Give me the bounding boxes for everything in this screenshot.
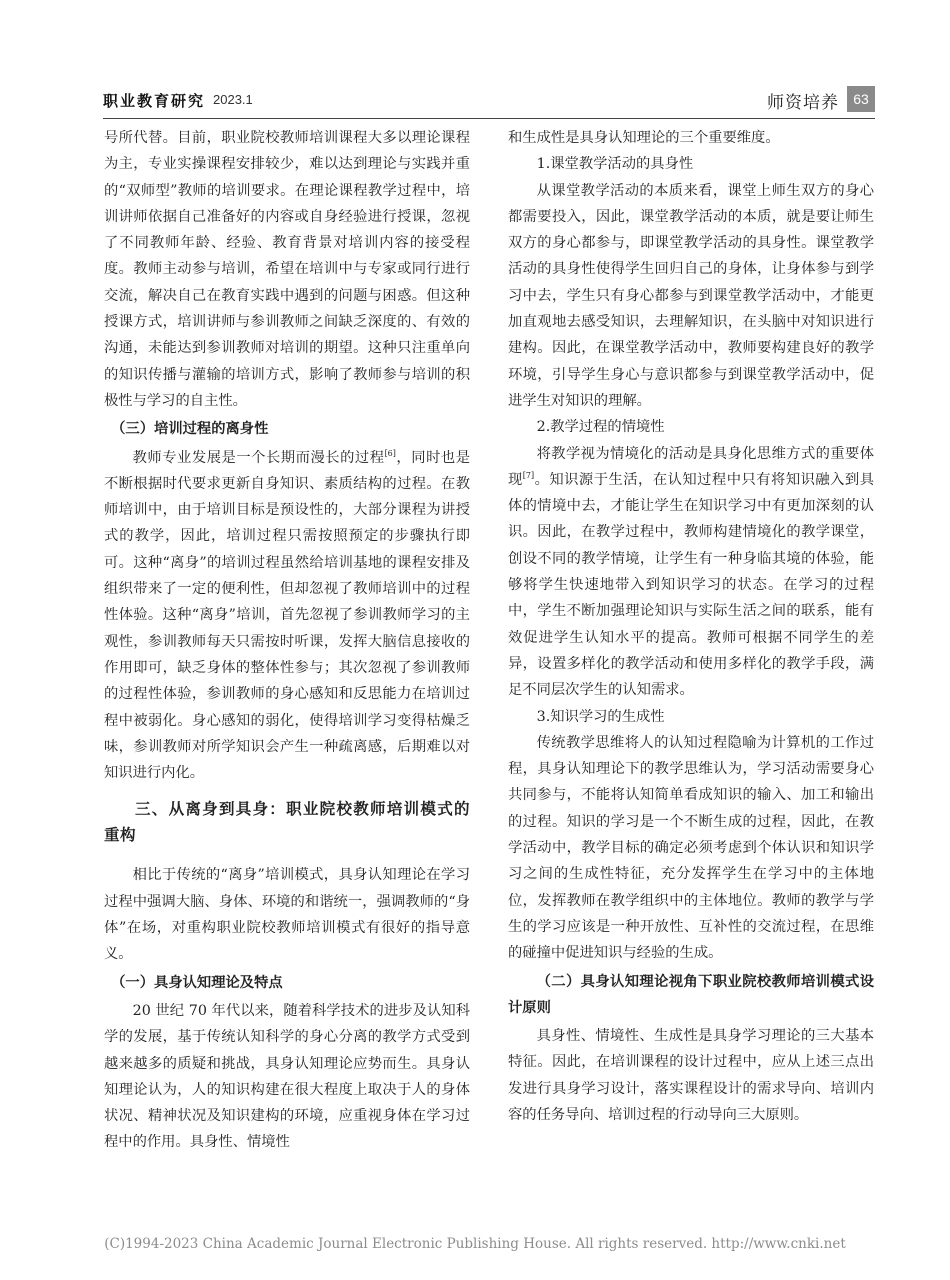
- paragraph: 相比于传统的“离身”培训模式，具身认知理论在学习过程中强调大脑、身体、环境的和谐统一，强调教师的“身体”在场，对重构职业院校教师培训模式有很好的指导意义。: [104, 867, 470, 963]
- journal-name: 职业教育研究: [103, 92, 206, 110]
- numbered-heading: 3.知识学习的生成性: [536, 708, 665, 725]
- paragraph: 具身性、情境性、生成性是具身学习理论的三大基本特征。因此，在培训课程的设计过程中，应从上述三点出发进行具身学习设计，落实课程设计的需求导向、培训内容的任务导向、培训过程的行动导向三大原则。: [508, 1028, 874, 1123]
- paragraph: 和生成性是具身认知理论的三个重要维度。: [508, 130, 780, 146]
- page-number: 63: [847, 86, 875, 112]
- subsection-heading: （一）具身认知理论及特点: [111, 974, 283, 991]
- left-column: [104, 125, 470, 1156]
- section-heading: 三、从离身到具身：职业院校教师培训模式的重构: [104, 799, 470, 845]
- paragraph: 号所代替。目前，职业院校教师培训课程大多以理论课程为主，专业实操课程安排较少，难以达到理论与实践并重的“双师型”教师的培训要求。在理论课程教学过程中，培训讲师依据自己准备好的内容或自身经验进行授课，忽视了不同教师年龄、经验、教育背景对培训内容的接受程度。教师主动参与培训，希望在培训中与专家或同行进行交流，解决自己在教育实践中遇到的问题与困惑。但这种授课方式，培训讲师与参训教师之间缺乏深度的、有效的沟通，未能达到参训教师对培训的期望。这种只注重单向的知识传播与灌输的培训方式，影响了教师参与培训的积极性与学习的自主性。: [104, 130, 470, 409]
- right-column: [508, 125, 874, 1128]
- citation-ref: [6]: [384, 448, 396, 458]
- paragraph: 20 世纪 70 年代以来，随着科学技术的进步及认知科学的发展，基于传统认知科学的身心分离的教学方式受到越来越多的质疑和挑战，具身认知理论应势而生。具身认知理论认为，人的知识构建在很大程度上取决于人的身体状况、精神状况及知识建构的环境，应重视身体在学习过程中的作用。具身性、情境性: [104, 1002, 470, 1151]
- paragraph: 教师专业发展是一个长期而漫长的过程[6]，同时也是不断根据时代要求更新自身知识、素质结构的过程。在教师培训中，由于培训目标是预设性的，大部分课程为讲授式的教学，因此，培训过程只需按照预定的步骤执行即可。这种“离身”的培训过程虽然给培训基地的课程安排及组织带来了一定的便利性，但却忽视了教师培训中的过程性体验。这种“离身”培训，首先忽视了参训教师学习的主观性，参训教师每天只需按时听课，发挥大脑信息接收的作用即可，缺乏身体的整体性参与；其次忽视了参训教师的过程性体验，参训教师的身心感知和反思能力在培训过程中被弱化。身心感知的弱化，使得培训学习变得枯燥乏味，参训教师对所学知识会产生一种疏离感，后期难以对知识进行内化。: [104, 448, 471, 782]
- paragraph: 传统教学思维将人的认知过程隐喻为计算机的工作过程，具身认知理论下的教学思维认为，学习活动需要身心共同参与，不能将认知简单看成知识的输入、加工和输出的过程。知识的学习是一个不断生成的过程，因此，在教学活动中，教学目标的确定必须考虑到个体认识和知识学习之间的生成性特征，充分发挥学生在学习中的主体地位，发挥教师在教学组织中的主体地位。教师的教学与学生的学习应该是一种开放性、互补性的交流过程，在思维的碰撞中促进知识与经验的生成。: [508, 734, 874, 962]
- citation-ref: [7]: [522, 471, 535, 481]
- copyright-footer: (C)1994-2023 China Academic Journal Electronic Publishing House. All rights reserved. http://www.cnki.net: [104, 1236, 846, 1252]
- numbered-heading: 1.课堂教学活动的具身性: [536, 156, 694, 173]
- page-header: [103, 86, 875, 118]
- paragraph: 从课堂教学活动的本质来看，课堂上师生双方的身心都需要投入，因此，课堂教学活动的本质，就是要让师生双方的身心都参与，即课堂教学活动的具身性。课堂教学活动的具身性使得学生回归自己的身体，让身体参与到学习中去，学生只有身心都参与到课堂教学活动中，才能更加直观地去感受知识，去理解知识，在头脑中对知识进行建构。因此，在课堂教学活动中，教师要构建良好的教学环境，引导学生身心与意识都参与到课堂教学活动中，促进学生对知识的理解。: [508, 182, 874, 409]
- paragraph: 将教学视为情境化的活动是具身化思维方式的重要体现[7]。知识源于生活，在认知过程中只有将知识融入到具体的情境中去，才能让学生在知识学习中有更加深刻的认识。因此，在教学过程中，教师构建情境化的教学课堂，创设不同的教学情境，让学生有一种身临其境的体验，能够将学生快速地带入到知识学习的状态。在学习的过程中，学生不断加强理论知识与实际生活之间的联系，能有效促进学生认知水平的提高。教师可根据不同学生的差异，设置多样化的教学活动和使用多样化的教学手段，满足不同层次学生的认知需求。: [508, 445, 875, 699]
- subsection-heading: （二）具身认知理论视角下职业院校教师培训模式设计原则: [508, 973, 874, 1016]
- subsection-heading: （三）培训过程的离身性: [111, 421, 269, 438]
- issue-label: 2023.1: [213, 92, 253, 107]
- section-name: 师资培养: [767, 93, 839, 113]
- header-rule: [103, 118, 875, 119]
- numbered-heading: 2.教学过程的情境性: [536, 419, 665, 436]
